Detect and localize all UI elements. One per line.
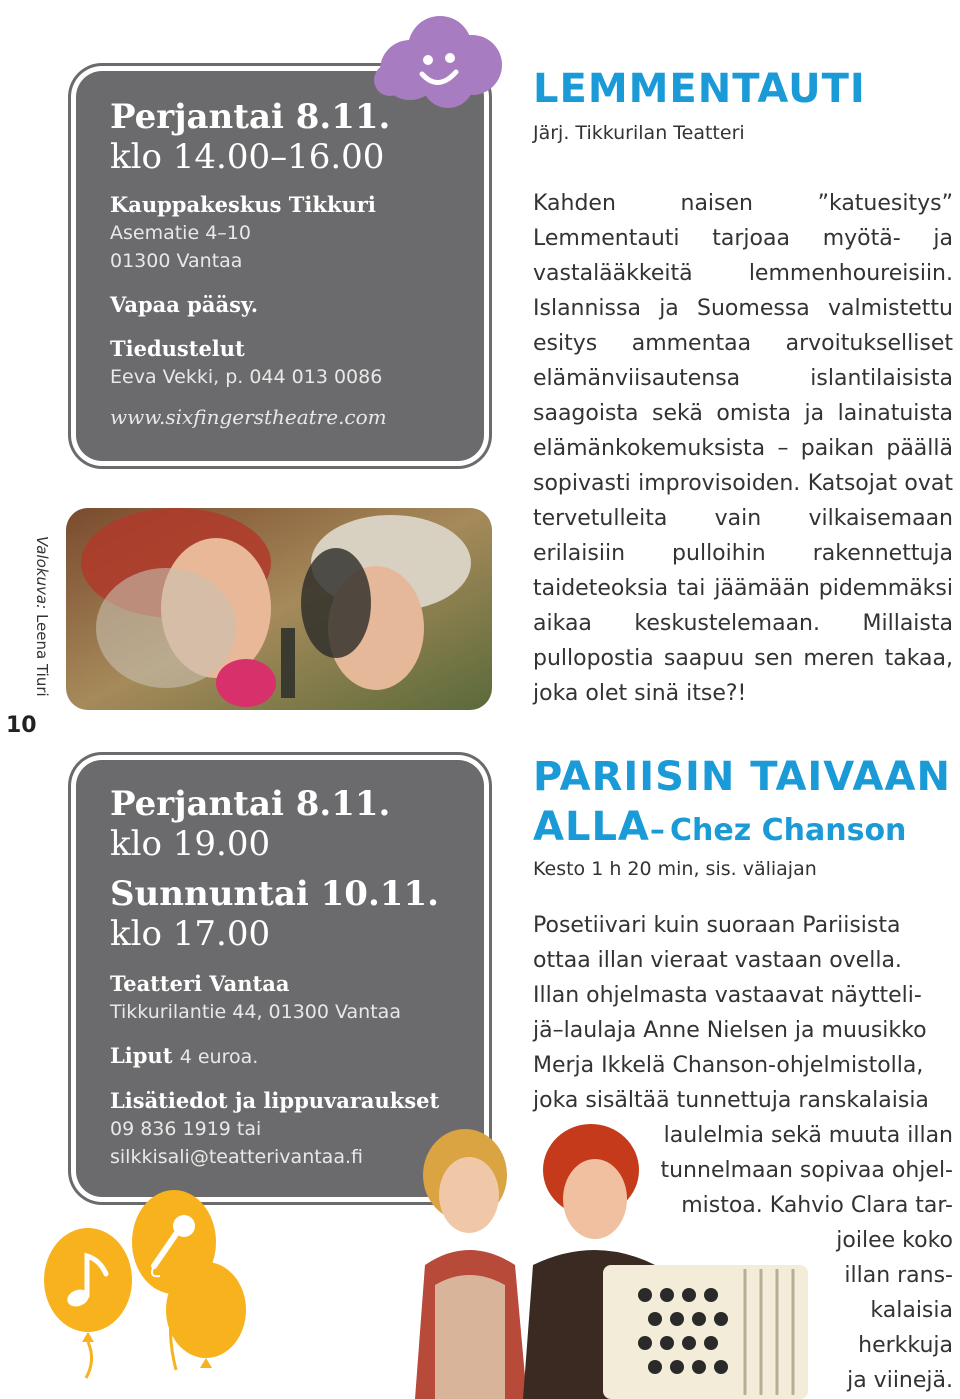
- plain-balloon: [166, 1262, 246, 1368]
- article2-body-line: joka sisältää tunnettuja ranskalaisia: [533, 1088, 929, 1113]
- event1-address-2: 01300 Vantaa: [110, 250, 243, 272]
- article2-body-line: jä–laulaja Anne Nielsen ja muusikko: [533, 1018, 927, 1043]
- page-number: 10: [6, 713, 37, 738]
- event1-date: Perjantai 8.11.: [110, 97, 391, 137]
- event2-time-1: klo 19.00: [110, 824, 271, 864]
- event1-website-link[interactable]: www.sixfingerstheatre.com: [110, 405, 387, 429]
- article2-body-line: Illan ohjelmasta vastaavat näytteli-: [533, 983, 922, 1008]
- article2-body-line: ja viinejä.: [847, 1368, 953, 1393]
- event2-date-1: Perjantai 8.11.: [110, 784, 391, 824]
- article2-body-line: laulelmia sekä muuta illan: [663, 1123, 953, 1148]
- article1-organizer: Järj. Tikkurilan Teatteri: [533, 122, 745, 144]
- event2-time-2: klo 17.00: [110, 914, 271, 954]
- event2-email[interactable]: silkkisali@teatterivantaa.fi: [110, 1146, 363, 1168]
- article2-body-line: illan rans-: [844, 1263, 953, 1288]
- photo-credit: [33, 536, 51, 697]
- photo-credit-name: Leena Tiuri: [33, 613, 51, 697]
- smiley-cloud-icon: [370, 10, 510, 110]
- event2-tickets-value: 4 euroa.: [179, 1046, 259, 1068]
- photo-credit-label: Valokuva:: [33, 536, 51, 610]
- article2-title-line2: [533, 804, 906, 850]
- article2-title-line1: PARIISIN TAIVAAN: [533, 754, 951, 800]
- event2-phone: 09 836 1919 tai: [110, 1118, 262, 1140]
- article2-body-line: mistoa. Kahvio Clara tar-: [681, 1193, 953, 1218]
- event2-tickets-label: Liput: [110, 1043, 173, 1068]
- event2-more-info-label: Lisätiedot ja lippuvaraukset: [110, 1088, 440, 1113]
- article2-body: [533, 908, 953, 1398]
- article2-body-line: kalaisia: [870, 1298, 953, 1323]
- article2-subtitle: Chez Chanson: [669, 813, 907, 848]
- article2-body-line: tunnelmaan sopivaa ohjel-: [660, 1158, 953, 1183]
- event1-time: klo 14.00–16.00: [110, 137, 385, 177]
- article2-title-alla: ALLA: [533, 804, 650, 850]
- performers-photo-1: [66, 508, 492, 710]
- event1-info-contact: Eeva Vekki, p. 044 013 0086: [110, 366, 383, 388]
- article2-body-line: Merja Ikkelä Chanson-ohjelmistolla,: [533, 1053, 924, 1078]
- yellow-balloons: [26, 1180, 256, 1380]
- article1-title: LEMMENTAUTI: [533, 66, 866, 112]
- music-note-balloon-icon: [44, 1228, 132, 1378]
- event-info-box-1: [76, 71, 484, 461]
- event1-info-label: Tiedustelut: [110, 336, 245, 361]
- event2-venue: Teatteri Vantaa: [110, 971, 290, 996]
- event1-venue: Kauppakeskus Tikkuri: [110, 192, 376, 217]
- event2-address: Tikkurilantie 44, 01300 Vantaa: [110, 1001, 401, 1023]
- event1-entry: Vapaa pääsy.: [110, 292, 259, 317]
- article2-body-line: Posetiivari kuin suoraan Pariisista: [533, 913, 901, 938]
- article2-body-line: herkkuja: [858, 1333, 953, 1358]
- article1-body: Kahden naisen ”katuesitys” Lemmentauti tarjoaa myötä- ja vastalääkkeitä lemmenhoureisiin. Islannissa ja Suomessa valmistettu esitys ammentaa arvoitukselliset elämänviisautensa islantilaisista saagoista sekä omista ja lainatuista elämänkokemuksista – paikan päällä sopivasti improvisoiden. Katsojat ovat tervetulleita vain vilkaisemaan erilaisiin pulloihin rakennettuja taideteoksia tai jäämään pidemmäksi aikaa keskustelemaan. Millaista pullopostia saapuu sen meren takaa, joka olet sinä itse?!: [533, 191, 953, 706]
- article2-title-dash: –: [649, 813, 665, 848]
- event1-address-1: Asematie 4–10: [110, 222, 251, 244]
- article2-body-line: ottaa illan vieraat vastaan ovella.: [533, 948, 902, 973]
- event2-date-2: Sunnuntai 10.11.: [110, 874, 439, 914]
- article2-duration: Kesto 1 h 20 min, sis. väliajan: [533, 858, 817, 880]
- article2-body-line: joilee koko: [836, 1228, 953, 1253]
- event2-tickets: [110, 1042, 484, 1071]
